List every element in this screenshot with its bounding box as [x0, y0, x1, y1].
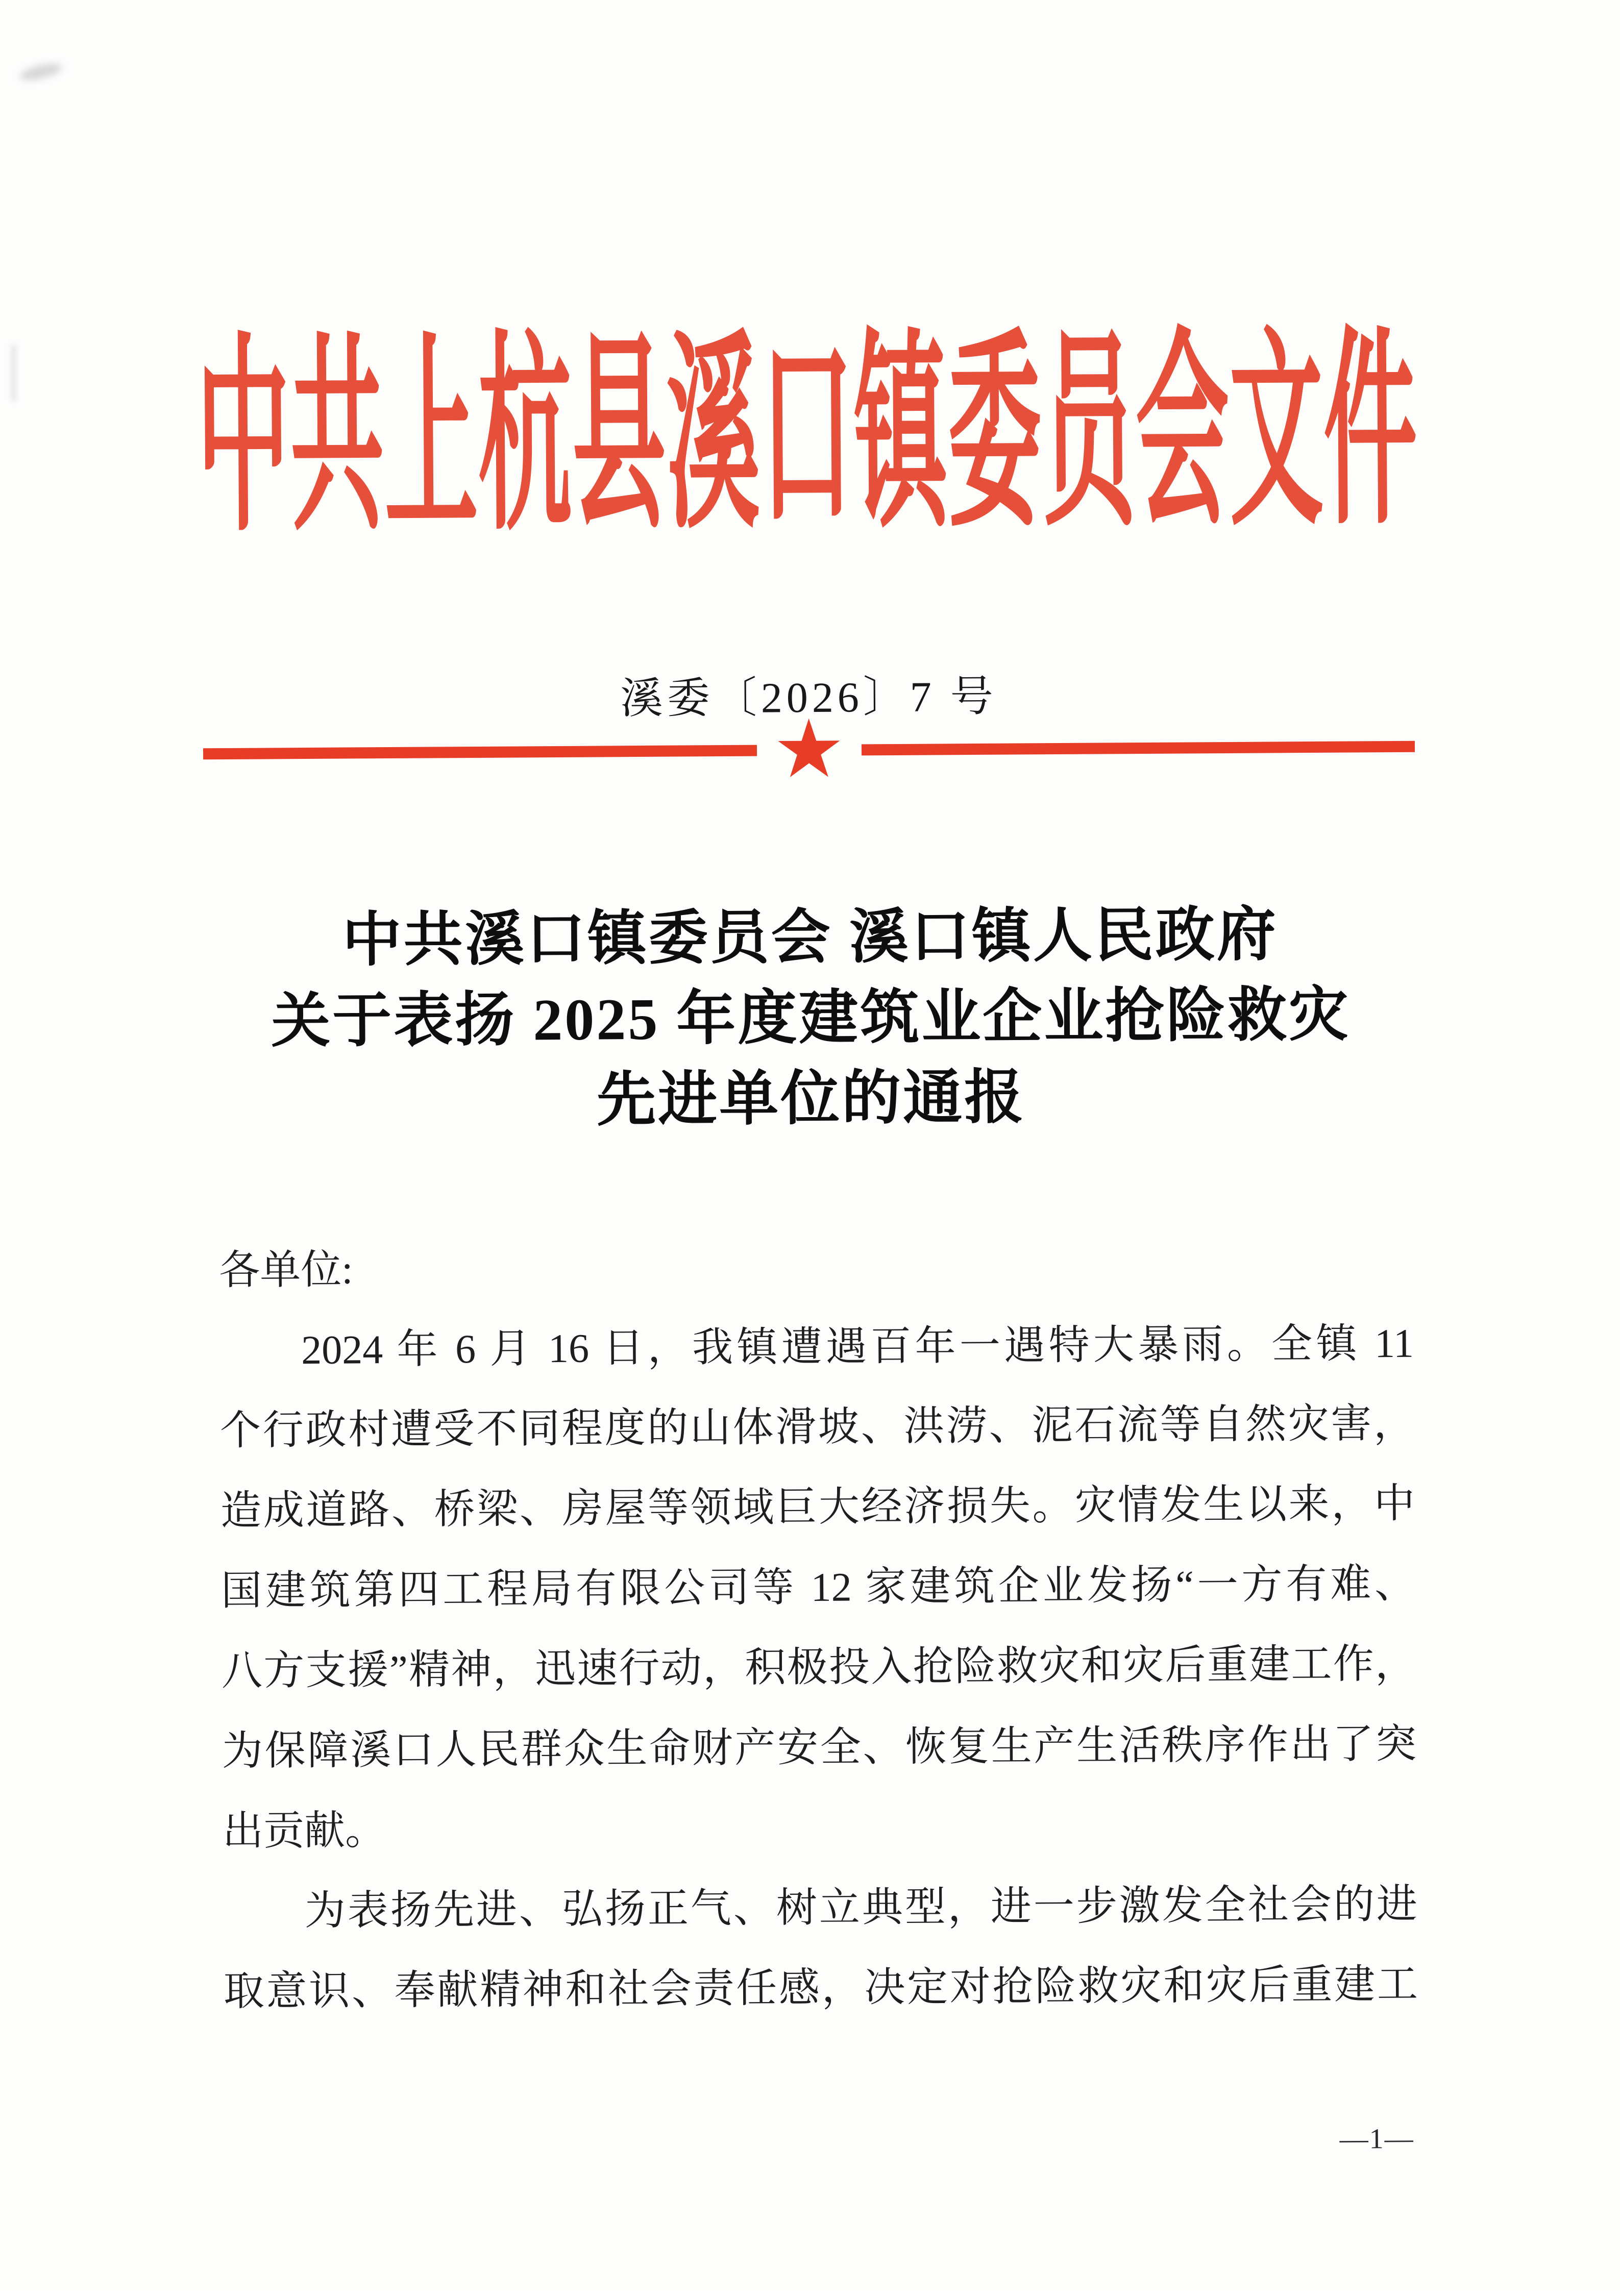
title-line: 关于表扬 2025 年度建筑业企业抢险救灾: [271, 982, 1351, 1055]
body-line: 个行政村遭受不同程度的山体滑坡、洪涝、泥石流等自然灾害，: [219, 1401, 1415, 1454]
body-line: 各单位:: [218, 1247, 353, 1294]
body-line: 2024 年 6 月 16 日，我镇遭遇百年一遇特大暴雨。全镇 11: [301, 1321, 1414, 1373]
document-title: [0, 893, 1620, 1144]
body-line: 为保障溪口人民群众生命财产安全、恢复生产生活秩序作出了突: [222, 1721, 1417, 1774]
document-number: 溪委〔2026〕7 号: [620, 673, 998, 723]
letterhead-title: 中共上杭县溪口镇委员会文件: [195, 315, 1418, 557]
page-number: —1—: [1339, 2122, 1414, 2155]
body-line: 八方支援”精神，迅速行动，积极投入抢险救灾和灾后重建工作，: [221, 1641, 1416, 1694]
body-line: 出贡献。: [222, 1808, 386, 1855]
body-line: 取意识、奉献精神和社会责任感，决定对抢险救灾和灾后重建工: [223, 1962, 1418, 2015]
red-rule-right: [861, 741, 1415, 756]
title-line: 中共溪口镇委员会 溪口镇人民政府: [342, 902, 1279, 974]
star-divider: [203, 705, 1415, 795]
body-line: 造成道路、桥梁、房屋等领域巨大经济损失。灾情发生以来，中: [220, 1481, 1415, 1534]
red-star-icon: ★: [772, 705, 846, 795]
red-rule-left: [203, 745, 757, 760]
body-line: 为表扬先进、弘扬正气、树立典型，进一步激发全社会的进: [304, 1882, 1418, 1934]
title-line: 先进单位的通报: [596, 1065, 1026, 1133]
body-line: 国建筑第四工程局有限公司等 12 家建筑企业发扬“一方有难、: [220, 1561, 1416, 1614]
body-text: [219, 1224, 1418, 2032]
letterhead-banner: [0, 315, 1617, 557]
